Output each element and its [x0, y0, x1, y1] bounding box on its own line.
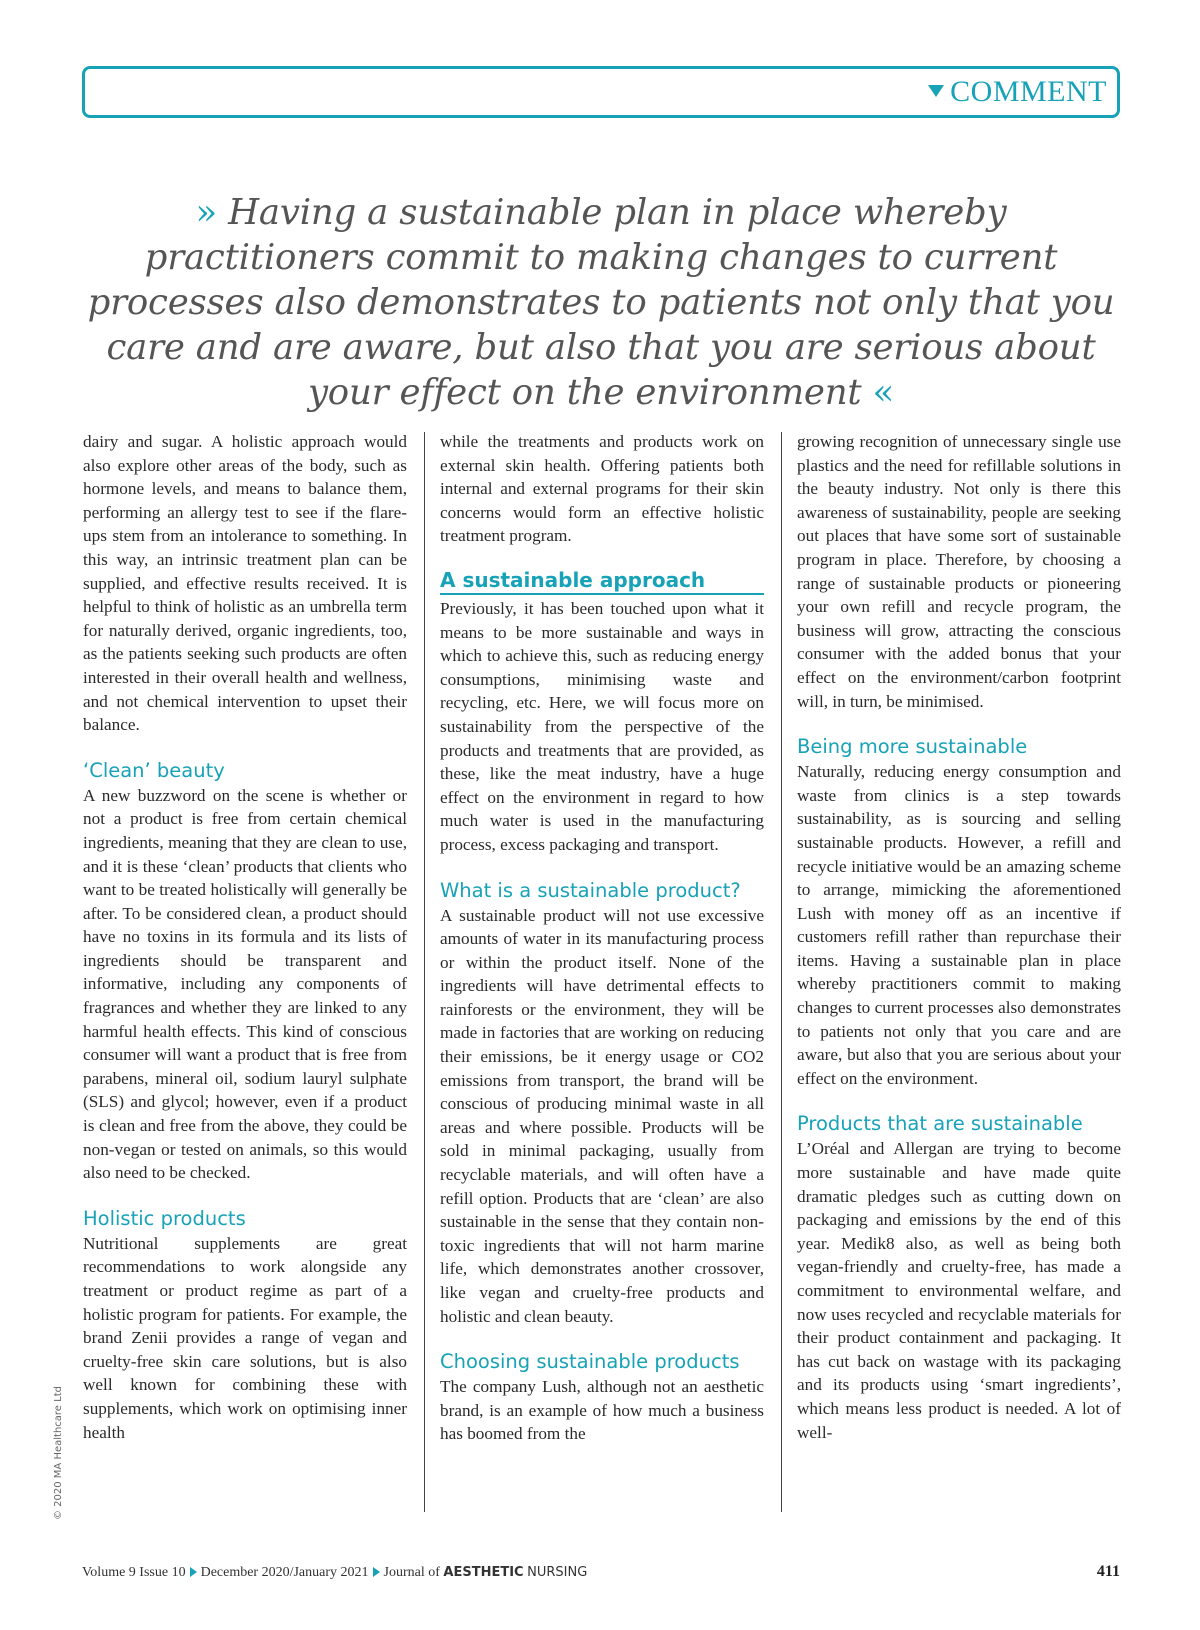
paragraph: Previously, it has been touched upon what it means to be more sustainable and ways in which to achieve this, such as reducing energy consumptions, minimising waste and recycling, etc. Here, we will focus more on sustainability from the perspective of the products and treatments that are provided, as these, like the meat industry, have a huge effect on the environment in regard to how much water is used in the manufacturing process, excess packaging and transport.	[440, 598, 764, 854]
subheading-holistic-products: Holistic products	[83, 1206, 246, 1230]
paragraph: growing recognition of unnecessary single use plastics and the need for refillable solutions in the beauty industry. Not only is there this awareness of sustainability, people are seeking out places that have some sort of sustainable program in place. Therefore, by choosing a range of sustainable products or pioneering your own refill and recycle program, the business will grow, attracting the conscious consumer with the added bonus that your effect on the environment/carbon footprint will, in turn, be minimised.	[797, 432, 1121, 711]
pull-quote	[82, 190, 1120, 415]
subheading-clean-beauty: ‘Clean’ beauty	[83, 758, 225, 782]
heading-sustainable-approach: A sustainable approach	[440, 568, 764, 595]
section-label	[928, 75, 1107, 109]
triangle-down-icon	[928, 85, 944, 97]
footer-journal-prefix: Journal of	[383, 1565, 440, 1580]
article-column-2	[440, 430, 764, 1510]
paragraph: while the treatments and products work on external skin health. Offering patients both internal and external programs for their skin concerns would form an effective holistic treatment program.	[440, 432, 764, 546]
article-column-3	[797, 430, 1121, 1510]
arrow-right-icon	[190, 1567, 197, 1577]
copyright-notice: © 2020 MA Healthcare Ltd	[53, 1386, 64, 1520]
footer-date: December 2020/January 2021	[200, 1565, 369, 1580]
paragraph: Naturally, reducing energy consumption and waste from clinics is a step towards sustainability, as is sourcing and selling sustainable products. However, a refill and recycle initiative would be an amazing scheme to arrange, mimicking the aforementioned Lush with money off as an incentive if customers refill rather than repurchase their items. Having a sustainable plan in place whereby practitioners commit to making changes to current processes also demonstrates to patients not only that you care and are aware, but also that you are serious about your effect on the environment.	[797, 762, 1121, 1088]
paragraph: L’Oréal and Allergan are trying to become more sustainable and have made quite dramatic pledges such as cutting down on packaging and emissions by the end of this year. Medik8 also, as well as being both vegan-friendly and cruelty-free, has made a commitment to environmental welfare, and now uses recycled and recyclable materials for their product containment and packaging. It has cut back on wastage with its packaging and its products using ‘smart ingredients’, which means less product is needed. A lot of well-	[797, 1139, 1121, 1442]
paragraph: dairy and sugar. A holistic approach would also explore other areas of the body, such as hormone levels, and means to balance them, performing an allergy test to see if the flare-ups stem from an intolerance to something. In this way, an intrinsic treatment plan can be supplied, and effective results received. It is helpful to think of holistic as an umbrella term for naturally derived, organic ingredients, too, as the patients seeking such products are often interested in their overall health and wellness, and not chemical intervention to upset their balance.	[83, 432, 407, 735]
page-footer	[82, 1565, 587, 1581]
section-header-box	[82, 66, 1120, 118]
paragraph: The company Lush, although not an aesthetic brand, is an example of how much a business has boomed from the	[440, 1377, 764, 1444]
subheading-choosing-sustainable: Choosing sustainable products	[440, 1350, 740, 1374]
column-divider	[781, 432, 782, 1512]
subheading-what-is-sustainable: What is a sustainable product?	[440, 878, 741, 902]
paragraph: A sustainable product will not use excessive amounts of water in its manufacturing process or within the product itself. None of the ingredients will have detrimental effects to rainforests or the environment, they will be made in factories that are working on reducing their emissions, be it energy usage or CO2 emissions from transport, the brand will be conscious of producing minimal waste in all areas and where possible. Products will be sold in minimal packaging, usually from recyclable materials, and will often have a refill option. Products that are ‘clean’ are also sustainable in the sense that they contain non-toxic ingredients that will not harm marine life, which demonstrates another crossover, like vegan and cruelty-free products and holistic and clean beauty.	[440, 905, 764, 1326]
paragraph: A new buzzword on the scene is whether or not a product is free from certain chemical ingredients, meaning that they are clean to use, and it is these ‘clean’ products that clients who want to be treated holistically will generally be after. To be considered clean, a product should have no toxins in its formula and its lists of ingredients should be transparent and informative, including any components of fragrances and whether they are linked to any harmful health effects. This kind of conscious consumer will want a product that is free from parabens, mineral oil, sodium lauryl sulphate (SLS) and glycol; however, even if a product is clean and free from the above, they could be non-vegan or tested on animals, so this would also need to be checked.	[83, 785, 407, 1183]
column-divider	[424, 432, 425, 1512]
page-number: 411	[1096, 1563, 1120, 1580]
pull-quote-text: Having a sustainable plan in place whereby practitioners commit to making changes to current processes also demonstrates to patients not only that you care and are aware, but also that you are serious about your effect on the environment	[87, 192, 1115, 413]
subheading-being-more-sustainable: Being more sustainable	[797, 735, 1028, 759]
footer-journal-suffix: NURSING	[527, 1565, 588, 1580]
footer-volume: Volume 9 Issue 10	[82, 1565, 186, 1580]
section-label-text: COMMENT	[950, 75, 1107, 108]
footer-journal-bold: AESTHETIC	[443, 1565, 524, 1580]
arrow-right-icon	[373, 1567, 380, 1577]
quote-open-mark: »	[195, 192, 218, 233]
paragraph: Nutritional supplements are great recommendations to work alongside any treatment or product regime as part of a holistic program for patients. For example, the brand Zenii provides a range of vegan and cruelty-free skin care solutions, but is also well known for combining these with supplements, which work on optimising inner health	[83, 1233, 407, 1442]
subheading-products-sustainable: Products that are sustainable	[797, 1112, 1083, 1136]
article-column-1	[83, 430, 407, 1510]
quote-close-mark: «	[872, 372, 895, 413]
